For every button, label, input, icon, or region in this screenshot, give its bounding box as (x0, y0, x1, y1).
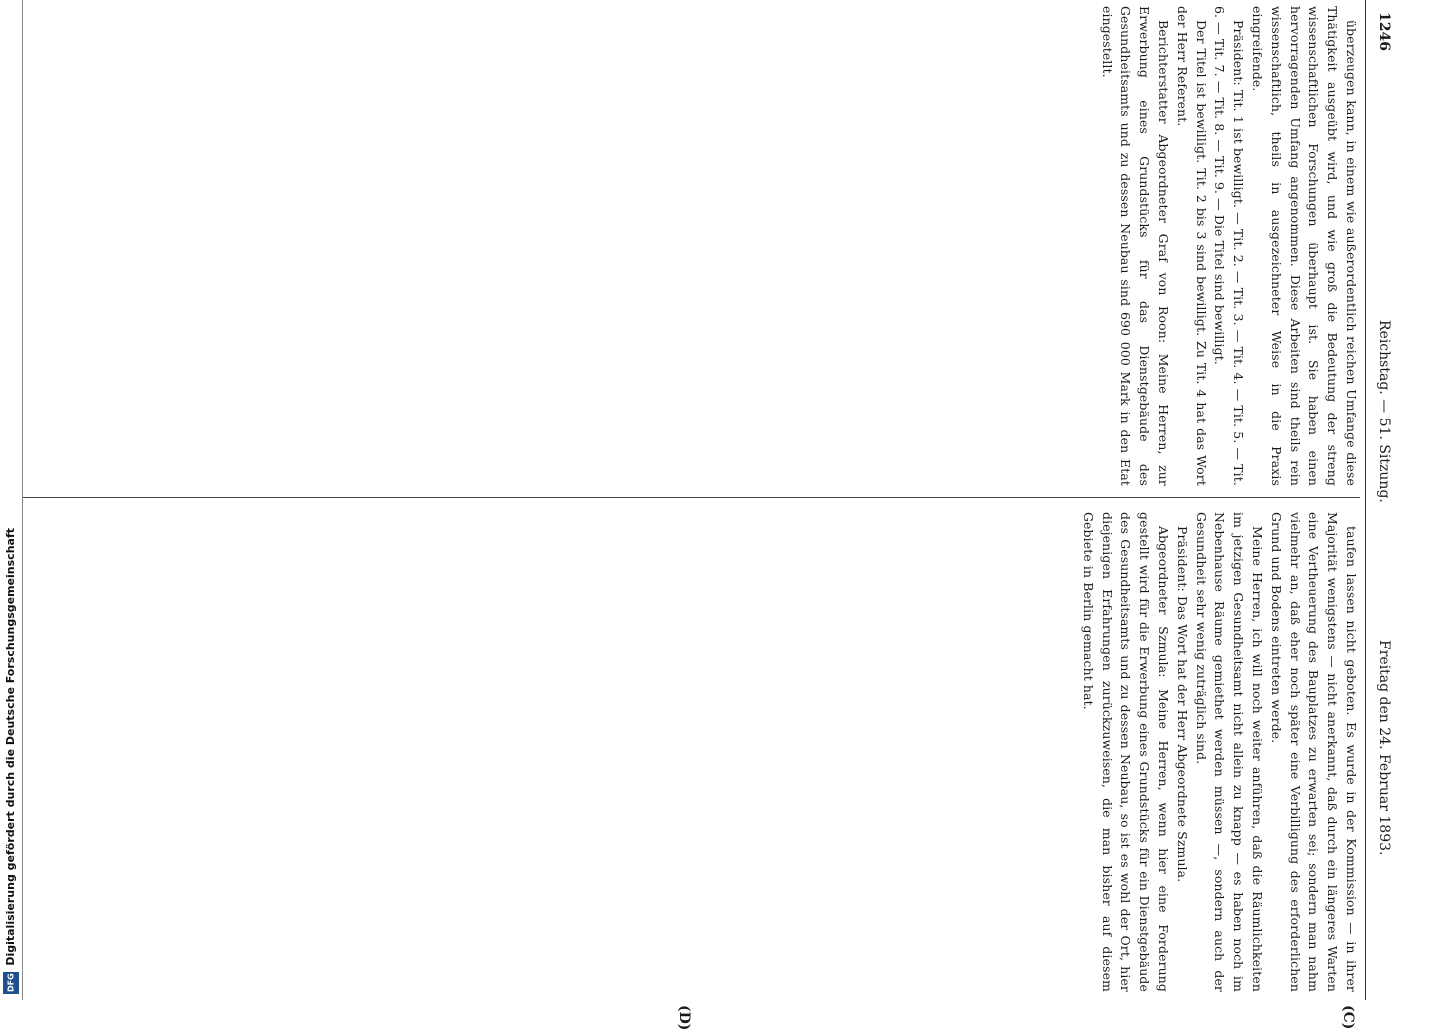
page-header (1360, 0, 1400, 1000)
page-number: 1246 (1376, 12, 1392, 51)
right-column (10, 512, 1360, 992)
right-paragraph-3: Präsident: Das Wort hat der Herr Abgeordnete Szmula. (1174, 526, 1190, 883)
left-paragraph-1: überzeugen kann, in einem wie außerordentlich reichen Umfange diese Thätigkeit ausgeübt wird, und wie groß die Bedeutung der streng wissenschaftlichen Forschungen überhaupt ist. Sie haben einen hervorragenden Umfang angenommen. Diese Arbeiten sind theils rein wissenschaftlich, theils in ausgezeichneter Weise in die Praxis eingreifende. (1250, 6, 1359, 486)
left-paragraph-2: Präsident: Tit. 1 ist bewilligt. — Tit. 2. — Tit. 3. — Tit. 4. — Tit. 5. — Tit. 6. — Tit. 7. — Tit. 8. — Tit. 9. — Die Titel sind bewilligt. (1212, 6, 1247, 486)
digitization-credit-strip (0, 0, 23, 1000)
dfg-logo-icon: DFG (3, 972, 19, 994)
digitization-credit: Digitalisierung gefördert durch die Deutsche Forschungsgemeinschaft (4, 528, 17, 966)
session-heading: Reichstag. — 51. Sitzung. (1376, 320, 1392, 503)
right-paragraph-2: Meine Herren, ich will noch weiter anführen, daß die Räumlichkeiten im jetzigen Gesundheitsamt nicht allein zu knapp — es haben noch im Nebenhause Räume gemiethet werden müssen —, sondern auch der Gesundheit sehr wenig zuträglich sind. (1193, 512, 1266, 992)
margin-letter-c: (C) (1340, 1005, 1356, 1030)
right-paragraph-4: Abgeordneter Szmula: Meine Herren, wenn hier eine Forderung gestellt wird für die Erwerbung eines Grundstücks für ein Dienstgebäude des Gesundheitsamts und zu dessen Neubau, so ist es wohl der Ort, hier diejenigen Erfahrungen zurückzuweisen, die man bisher auf diesem Gebiete in Berlin gemacht hat. (1080, 512, 1172, 992)
right-paragraph-1: taufen lassen nicht geboten. Es wurde in der Kommission — in ihrer Majorität wenigstens — nicht anerkannt, daß durch ein längeres Warten eine Vertheuerung des Bauplatzes zu erwarten sei; sondern man nahm vielmehr an, daß eher noch später eine Verbilligung des erforderlichen Grund und Bodens eintreten werde. (1268, 512, 1359, 992)
header-rule (1365, 0, 1366, 1000)
left-paragraph-4: Berichterstatter Abgeordneter Graf von Roon: Meine Herren, zur Erwerbung eines Grundstücks für das Dienstgebäude des Gesundheitsamts und zu dessen Neubau sind 690 000 Mark in den Etat eingestellt. (1099, 6, 1172, 486)
column-divider (5, 497, 1360, 498)
left-column (10, 6, 1360, 486)
session-date: Freitag den 24. Februar 1893. (1376, 640, 1392, 856)
left-paragraph-3: Der Titel ist bewilligt. Tit. 2 bis 3 sind bewilligt. Zu Tit. 4 hat das Wort der Herr Referent. (1174, 6, 1209, 486)
margin-letter-d: (D) (676, 1005, 692, 1030)
